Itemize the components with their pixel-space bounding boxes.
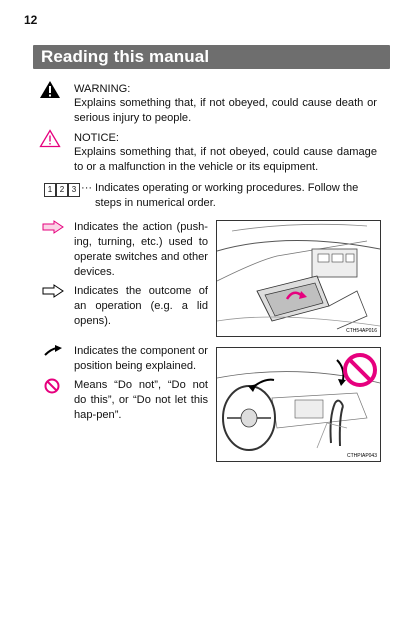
overhead-console-illustration	[216, 220, 381, 337]
outcome-arrow-icon	[42, 284, 64, 298]
notice-icon	[39, 129, 61, 148]
prohibition-icon	[44, 378, 60, 394]
notice-label: NOTICE:	[74, 132, 119, 144]
steps-text: Indicates operating or working procedures. Follow the steps in numerical order.	[95, 182, 359, 209]
notice-text: Explains something that, if not obeyed, could cause damage to or a malfunction in the vehicle or its equipment.	[74, 146, 377, 173]
section-title-bar	[33, 45, 390, 69]
section-title: Reading this manual	[41, 47, 210, 66]
action-text: Indicates the action (push-ing, turning, etc.) used to operate switches and other devices.	[74, 221, 208, 278]
action-arrow-icon	[42, 220, 64, 234]
outcome-text: Indicates the outcome of an operation (e.g. a lid opens).	[74, 285, 208, 327]
warning-label: WARNING:	[74, 83, 131, 95]
bottom-illustration-caption: CTHPIAP043	[346, 453, 377, 459]
top-illustration-caption: CTH54AP016	[346, 328, 377, 334]
overhead-console-drawing	[217, 221, 380, 336]
warning-text: Explains something that, if not obeyed, could cause death or serious injury to people.	[74, 97, 377, 124]
donot-text: Means “Do not”, “Do not do this”, or “Do not let this hap-pen”.	[74, 379, 208, 421]
component-text: Indicates the component or position being explained.	[74, 345, 208, 372]
steps-ellipsis: ···	[81, 182, 93, 194]
dashboard-drawing	[217, 348, 380, 461]
component-pointer-icon	[43, 345, 63, 357]
warning-icon	[39, 80, 61, 99]
step-number-2: 2	[56, 183, 68, 197]
step-number-1: 1	[44, 183, 56, 197]
steering-wheel-illustration	[216, 347, 381, 462]
step-number-3: 3	[68, 183, 80, 197]
page-number: 12	[24, 13, 38, 27]
